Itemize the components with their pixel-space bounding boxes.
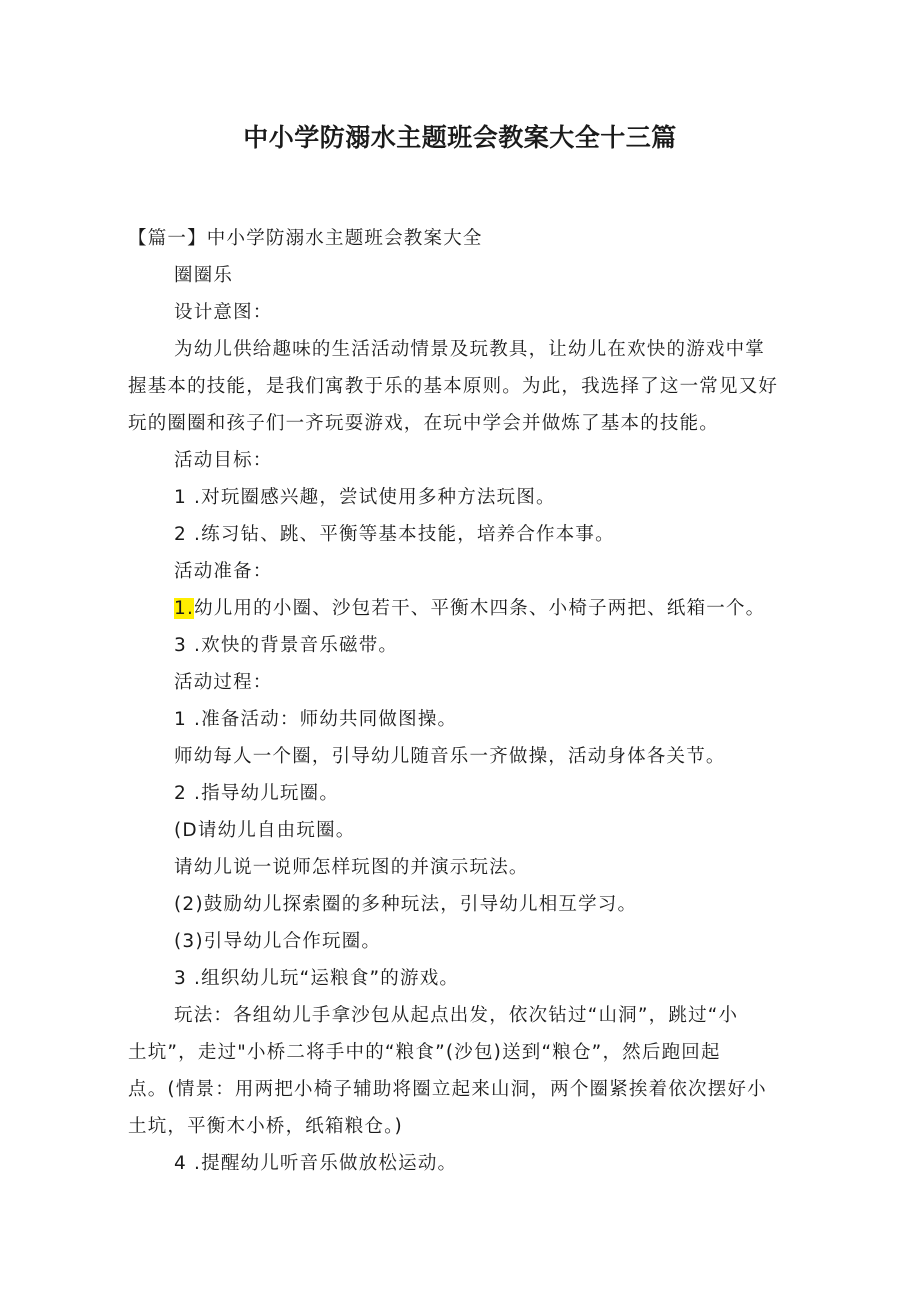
list-item: 1 .对玩圈感兴趣，尝试使用多种方法玩图。 [174, 487, 556, 508]
list-item: 2 .练习钻、跳、平衡等基本技能，培养合作本事。 [174, 524, 615, 545]
list-item: (2)鼓励幼儿探索圈的多种玩法，引导幼儿相互学习。 [174, 894, 638, 915]
paragraph-line: 请幼儿说一说师怎样玩图的并演示玩法。 [174, 857, 529, 878]
list-item: 4 .提醒幼儿听音乐做放松运动。 [174, 1153, 458, 1174]
paragraph-line: 师幼每人一个圈，引导幼儿随音乐一齐做操，活动身体各关节。 [174, 746, 726, 767]
section-heading: 【篇一】中小学防溺水主题班会教案大全 [128, 228, 483, 249]
paragraph-line: 点。(情景：用两把小椅子辅助将圈立起来山洞，两个圈紧挨着依次摆好小 [128, 1079, 767, 1100]
design-intent-heading: 设计意图： [174, 302, 273, 323]
paragraph-line: 土坑”，走过"小桥二将手中的“粮食”(沙包)送到“粮仓”，然后跑回起 [128, 1042, 721, 1063]
paragraph-line: 握基本的技能，是我们寓教于乐的基本原则。为此，我选择了这一常见又好 [128, 376, 779, 397]
goals-heading: 活动目标： [174, 450, 273, 471]
highlight-marker: 1. [174, 598, 195, 619]
list-item: 1 .准备活动：师幼共同做图操。 [174, 709, 458, 730]
paragraph-line: 土坑，平衡木小桥，纸箱粮仓。) [128, 1116, 403, 1137]
list-item: 3 .组织幼儿玩“运粮食”的游戏。 [174, 968, 460, 989]
list-item [174, 596, 765, 622]
list-item: 2 .指导幼儿玩圈。 [174, 783, 340, 804]
list-item: (D请幼儿自由玩圈。 [174, 820, 356, 841]
process-heading: 活动过程： [174, 672, 273, 693]
page-title: 中小学防溺水主题班会教案大全十三篇 [243, 123, 677, 152]
preparation-heading: 活动准备： [174, 561, 273, 582]
paragraph-line: 玩法：各组幼儿手拿沙包从起点出发，依次钻过“山洞”，跳过“小 [174, 1005, 739, 1026]
paragraph-line: 为幼儿供给趣味的生活活动情景及玩教具，让幼儿在欢快的游戏中掌 [174, 339, 766, 360]
list-item: 3 .欢快的背景音乐磁带。 [174, 635, 399, 656]
list-item-text: 幼儿用的小圈、沙包若干、平衡木四条、小椅子两把、纸箱一个。 [194, 598, 766, 619]
list-item: (3)引导幼儿合作玩圈。 [174, 931, 382, 952]
activity-name: 圈圈乐 [174, 265, 234, 286]
paragraph-line: 玩的圈圈和孩子们一齐玩耍游戏，在玩中学会并做炼了基本的技能。 [128, 413, 720, 434]
